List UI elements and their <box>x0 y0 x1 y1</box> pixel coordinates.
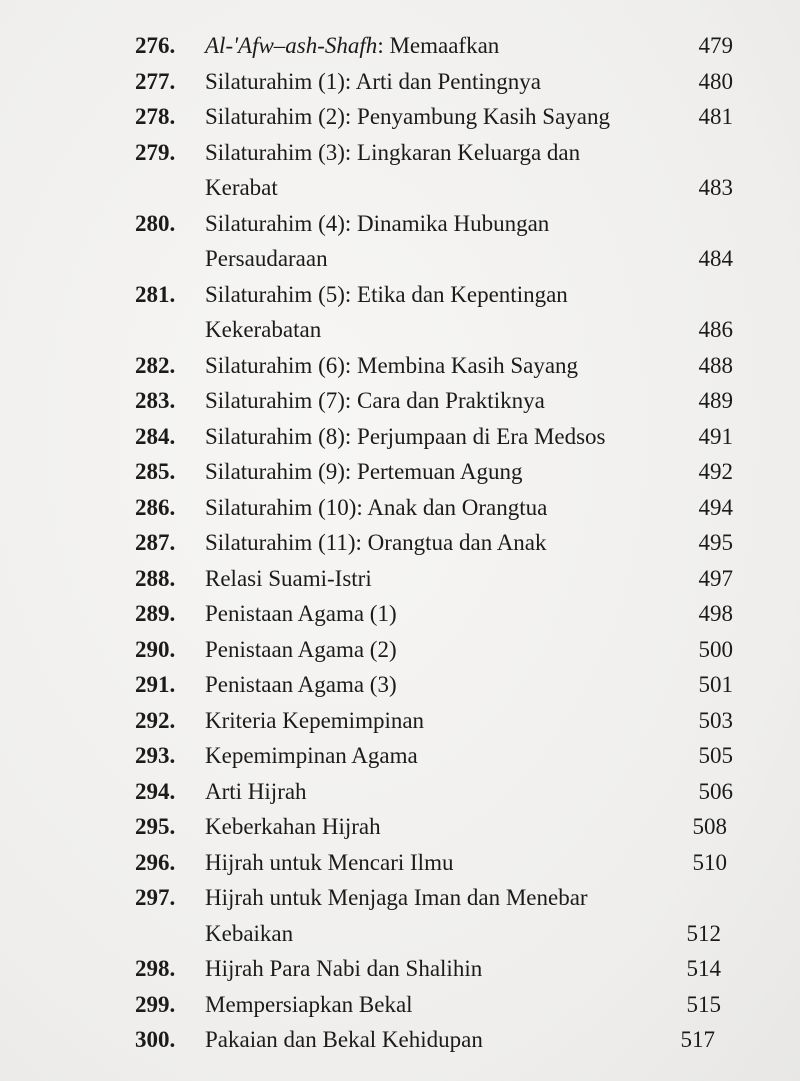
entry-title: Penistaan Agama (2) <box>205 636 397 662</box>
entry-page-number: 498 <box>698 601 733 626</box>
entry-title: Kriteria Kepemimpinan <box>205 707 425 733</box>
entry-title: Hijrah untuk Menjaga Iman dan Menebar Kebaikan <box>205 885 588 946</box>
entry-title: Silaturahim (9): Pertemuan Agung <box>205 459 523 484</box>
toc-entry <box>135 135 755 206</box>
entry-page-number: 484 <box>698 246 733 271</box>
toc-entry <box>135 845 755 881</box>
entry-number: 276. <box>135 33 176 58</box>
entry-number: 280. <box>135 210 176 236</box>
entry-title: Silaturahim (2): Penyambung Kasih Sayang <box>205 104 610 129</box>
entry-number: 287. <box>135 530 176 555</box>
entry-number: 292. <box>135 707 176 733</box>
entry-title: Silaturahim (7): Cara dan Praktiknya <box>205 388 545 413</box>
entry-page-number: 480 <box>698 68 733 94</box>
entry-title: Silaturahim (3): Lingkaran Keluarga dan Kerabat <box>205 139 581 200</box>
entry-page-number: 481 <box>698 104 733 129</box>
entry-title: Relasi Suami-Istri <box>205 565 372 591</box>
entry-page-number: 506 <box>698 778 733 804</box>
entry-page-number: 483 <box>698 175 733 200</box>
entry-page-number: 503 <box>698 707 733 733</box>
entry-title: Hijrah Para Nabi dan Shalihin <box>205 956 483 981</box>
toc-entry <box>135 99 755 135</box>
entry-number: 300. <box>135 1027 176 1052</box>
toc-entry <box>135 632 755 668</box>
entry-number: 277. <box>135 68 176 94</box>
entry-page-number: 517 <box>680 1027 715 1052</box>
entry-page-number: 488 <box>698 352 733 378</box>
entry-number: 286. <box>135 494 176 520</box>
entry-page-number: 497 <box>698 565 733 591</box>
entry-number: 291. <box>135 672 176 697</box>
toc-entry <box>135 277 755 348</box>
entry-page-number: 501 <box>698 672 733 697</box>
entry-title: Hijrah untuk Mencari Ilmu <box>205 849 454 875</box>
toc-entry <box>135 951 755 987</box>
toc-entry <box>135 348 755 384</box>
entry-title: Pakaian dan Bekal Kehidupan <box>205 1027 483 1052</box>
entry-number: 278. <box>135 104 176 129</box>
entry-title: Arti Hijrah <box>205 778 307 804</box>
toc-entry <box>135 987 755 1023</box>
entry-number: 293. <box>135 743 176 768</box>
entry-number: 288. <box>135 565 176 591</box>
entry-title: Silaturahim (1): Arti dan Pentingnya <box>205 68 542 94</box>
toc-entry <box>135 774 755 810</box>
toc-entry <box>135 561 755 597</box>
entry-title: Silaturahim (4): Dinamika Hubungan Persaudaraan <box>205 210 550 271</box>
entry-number: 296. <box>135 849 176 875</box>
entry-page-number: 515 <box>686 991 721 1017</box>
toc-entry <box>135 738 755 774</box>
entry-title: Kepemimpinan Agama <box>205 743 418 768</box>
entry-title: Silaturahim (11): Orangtua dan Anak <box>205 530 547 555</box>
entry-title-rest: : Memaafkan <box>377 33 500 58</box>
entry-title: Penistaan Agama (3) <box>205 672 397 697</box>
entry-page-number: 512 <box>686 920 721 946</box>
toc-entry <box>135 454 755 490</box>
entry-page-number: 514 <box>686 956 721 981</box>
entry-number: 295. <box>135 814 176 839</box>
entry-title: Silaturahim (5): Etika dan Kepentingan Kekerabatan <box>205 281 568 342</box>
entry-number: 294. <box>135 778 176 804</box>
entry-title: Silaturahim (8): Perjumpaan di Era Medsos <box>205 423 606 449</box>
toc-entry <box>135 667 755 703</box>
entry-number: 289. <box>135 601 176 626</box>
toc-entry <box>135 490 755 526</box>
entry-page-number: 505 <box>698 743 733 768</box>
entry-page-number: 494 <box>698 494 733 520</box>
entry-page-number: 489 <box>698 388 733 413</box>
entry-number: 297. <box>135 885 176 910</box>
toc-entry <box>135 809 755 845</box>
entry-page-number: 479 <box>698 33 733 58</box>
toc-entry <box>135 525 755 561</box>
entry-number: 281. <box>135 281 176 307</box>
toc-entry <box>135 419 755 455</box>
entry-title: Silaturahim (10): Anak dan Orangtua <box>205 494 548 520</box>
entry-page-number: 510 <box>692 849 727 875</box>
entry-page-number: 486 <box>698 317 733 342</box>
entry-page-number: 492 <box>698 459 733 484</box>
entry-page-number: 491 <box>698 423 733 449</box>
table-of-contents <box>135 28 755 1058</box>
entry-page-number: 508 <box>692 814 727 839</box>
entry-number: 284. <box>135 423 176 449</box>
toc-entry <box>135 703 755 739</box>
entry-title-italic: Al-'Afw–ash-Shafh <box>205 33 378 58</box>
entry-number: 285. <box>135 459 176 484</box>
entry-number: 298. <box>135 956 176 981</box>
entry-title: Keberkahan Hijrah <box>205 814 381 839</box>
entry-title: Silaturahim (6): Membina Kasih Sayang <box>205 352 579 378</box>
entry-number: 290. <box>135 636 176 662</box>
entry-title: Penistaan Agama (1) <box>205 601 397 626</box>
entry-number: 282. <box>135 352 176 378</box>
entry-title <box>205 28 675 64</box>
toc-entry <box>135 206 755 277</box>
toc-entry <box>135 64 755 100</box>
entry-page-number: 495 <box>698 530 733 555</box>
entry-number: 283. <box>135 388 176 413</box>
entry-page-number: 500 <box>698 636 733 662</box>
toc-entry <box>135 28 755 64</box>
toc-entry <box>135 383 755 419</box>
toc-entry <box>135 596 755 632</box>
entry-number: 279. <box>135 139 176 165</box>
toc-entry <box>135 1022 755 1058</box>
entry-number: 299. <box>135 991 176 1017</box>
toc-entry <box>135 880 755 951</box>
entry-title: Mempersiapkan Bekal <box>205 991 413 1017</box>
